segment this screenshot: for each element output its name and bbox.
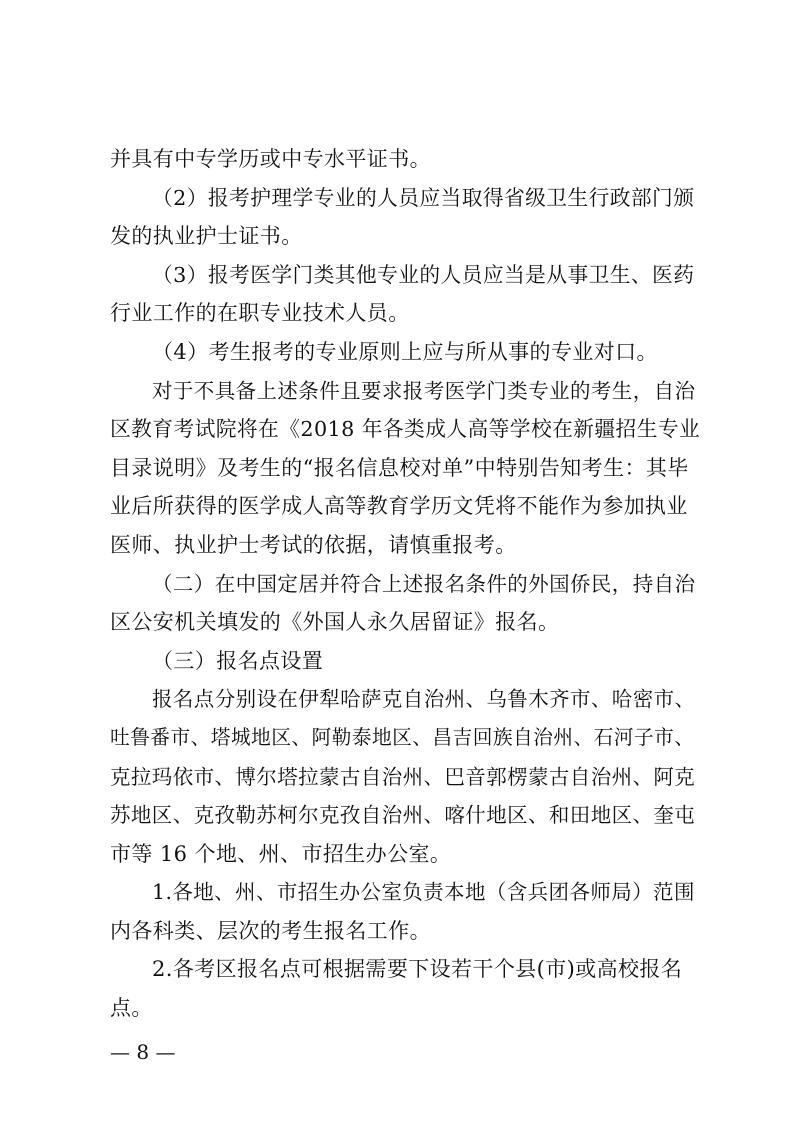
text-line: 对于不具备上述条件且要求报考医学门类专业的考生，自治 [152,378,696,403]
text-line: （2）报考护理学专业的人员应当取得省级卫生行政部门颁 [152,185,695,210]
text-line: 克拉玛依市、博尔塔拉蒙古自治州、巴音郭楞蒙古自治州、阿克 [110,764,696,789]
text-line: 2.各考区报名点可根据需要下设若干个县(市)或高校报名 [152,957,683,982]
text-line: 区公安机关填发的《外国人永久居留证》报名。 [110,610,560,635]
text-line: 点。 [110,996,153,1021]
text-line: 医师、执业护士考试的依据，请慎重报考。 [110,532,517,557]
text-line: 报名点分别设在伊犁哈萨克自治州、乌鲁木齐市、哈密市、 [152,687,696,712]
text-line: （4）考生报考的专业原则上应与所从事的专业对口。 [152,339,658,364]
text-line: 发的执业护士证书。 [110,224,303,249]
text-line: 内各科类、层次的考生报名工作。 [110,918,431,943]
body-text [110,140,700,1028]
text-line: 市等 16 个地、州、市招生办公室。 [110,841,452,866]
text-line: 苏地区、克孜勒苏柯尔克孜自治州、喀什地区、和田地区、奎屯 [110,803,696,828]
text-line: （3）报考医学门类其他专业的人员应当是从事卫生、医药 [152,262,695,287]
text-line: 吐鲁番市、塔城地区、阿勒泰地区、昌吉回族自治州、石河子市、 [110,725,695,749]
text-line: 目录说明》及考生的“报名信息校对单”中特别告知考生：其毕 [110,455,689,480]
text-line: 行业工作的在职专业技术人员。 [110,301,410,326]
text-line: 1.各地、州、市招生办公室负责本地（含兵团各师局）范围 [152,880,695,905]
page-number: — 8 — [110,1040,176,1064]
text-line: 并具有中专学历或中专水平证书。 [110,147,431,171]
text-line: （三）报名点设置 [152,648,324,673]
text-line: 业后所获得的医学成人高等教育学历文凭将不能作为参加执业 [110,494,688,519]
text-line: 区教育考试院将在《2018 年各类成人高等学校在新疆招生专业 [110,417,701,442]
text-line: （二）在中国定居并符合上述报名条件的外国侨民，持自治 [152,571,696,596]
